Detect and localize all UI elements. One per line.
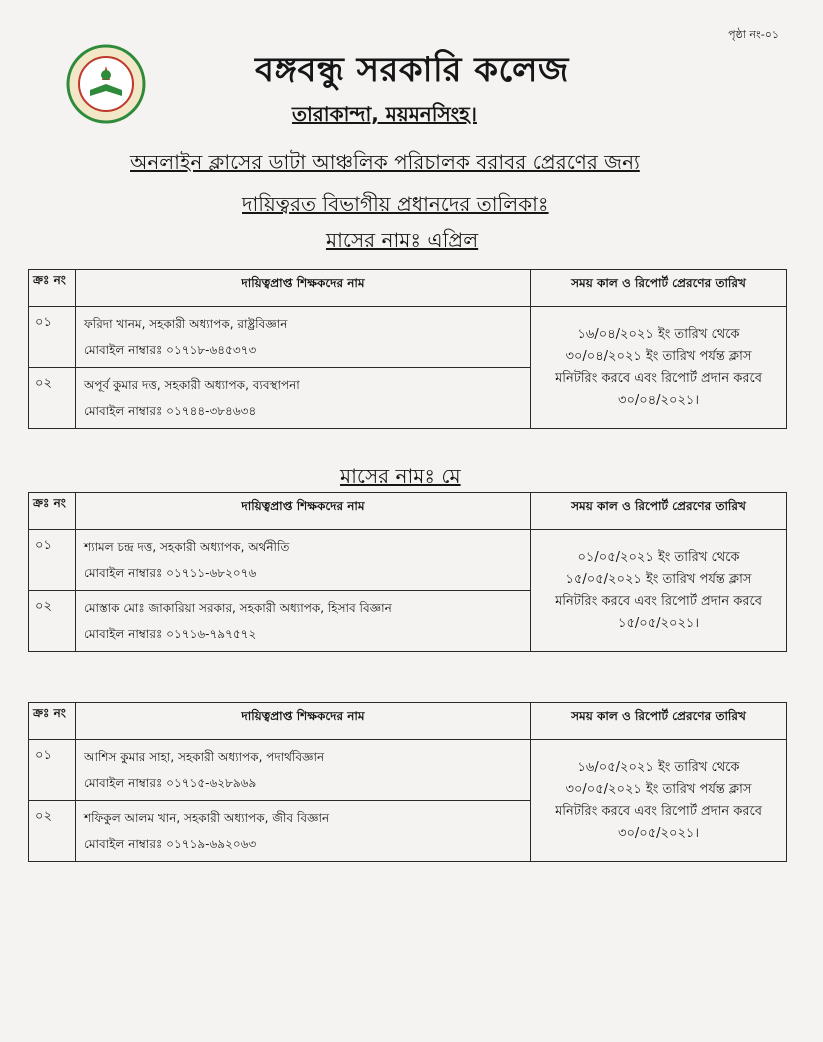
page-number: পৃষ্ঠা নং-০১ — [728, 28, 779, 41]
schedule-line: ৩০/০৫/২০২১ ইং তারিখ পর্যন্ত ক্লাস — [565, 781, 752, 797]
month-title-april: মাসের নামঃ এপ্রিল — [326, 228, 479, 252]
teacher-name: ফরিদা খানম, সহকারী অধ্যাপক, রাষ্ট্রবিজ্ঞান — [84, 317, 288, 331]
column-header-name: দায়িত্বপ্রাপ্ত শিক্ষকদের নাম — [76, 493, 531, 530]
college-address: তারাকান্দা, ময়মনসিংহ। — [292, 102, 477, 126]
schedule-line: ১৫/০৫/২০২১। — [618, 615, 699, 631]
teacher-name: আশিস কুমার সাহা, সহকারী অধ্যাপক, পদার্থবিজ্ঞান — [84, 750, 325, 764]
schedule-cell — [531, 530, 787, 652]
subject-line: অনলাইন ক্লাসের ডাটা আঞ্চলিক পরিচালক বরাবর প্রেরণের জন্য — [130, 150, 640, 174]
teacher-mobile: মোবাইল নাম্বারঃ ০১৭১৮-৬৪৫৩৭৩ — [84, 343, 257, 357]
teacher-name: অপূর্ব কুমার দত্ত, সহকারী অধ্যাপক, ব্যবস্থাপনা — [84, 378, 300, 392]
column-header-sn: ক্রঃ নং — [29, 493, 76, 530]
row-sn: ০২ — [29, 801, 76, 862]
teacher-mobile: মোবাইল নাম্বারঃ ০১৭৪৪-৩৮৪৬৩৪ — [84, 404, 257, 418]
teacher-name: শ্যামল চন্দ্র দত্ত, সহকারী অধ্যাপক, অর্থনীতি — [84, 540, 290, 554]
duty-table-may — [28, 492, 787, 652]
duty-table-april — [28, 269, 787, 429]
schedule-line: মনিটরিং করবে এবং রিপোর্ট প্রদান করবে — [555, 370, 762, 386]
teacher-name: শফিকুল আলম খান, সহকারী অধ্যাপক, জীব বিজ্ঞান — [84, 811, 330, 825]
row-sn: ০১ — [29, 740, 76, 801]
column-header-date: সময় কাল ও রিপোর্ট প্রেরণের তারিখ — [531, 270, 787, 307]
teacher-cell — [76, 368, 531, 429]
teacher-mobile: মোবাইল নাম্বারঃ ০১৭১১-৬৮২০৭৬ — [84, 566, 257, 580]
row-sn: ০২ — [29, 368, 76, 429]
column-header-sn: ক্রঃ নং — [29, 270, 76, 307]
teacher-cell — [76, 530, 531, 591]
month-title-may: মাসের নামঃ মে — [340, 464, 461, 488]
schedule-line: ৩০/০৫/২০২১। — [618, 825, 699, 841]
teacher-mobile: মোবাইল নাম্বারঃ ০১৭১৬-৭৯৭৫৭২ — [84, 627, 257, 641]
teacher-cell — [76, 801, 531, 862]
schedule-line: মনিটরিং করবে এবং রিপোর্ট প্রদান করবে — [555, 593, 762, 609]
schedule-cell — [531, 307, 787, 429]
college-name: বঙ্গবন্ধু সরকারি কলেজ — [255, 50, 569, 90]
schedule-line: ১৬/০৪/২০২১ ইং তারিখ থেকে — [577, 326, 740, 342]
row-sn: ০২ — [29, 591, 76, 652]
schedule-line: ১৬/০৫/২০২১ ইং তারিখ থেকে — [577, 759, 740, 775]
teacher-name: মোস্তাক মোঃ জাকারিয়া সরকার, সহকারী অধ্যাপক, হিসাব বিজ্ঞান — [84, 601, 392, 615]
column-header-name: দায়িত্বপ্রাপ্ত শিক্ষকদের নাম — [76, 270, 531, 307]
teacher-cell — [76, 740, 531, 801]
teacher-cell — [76, 591, 531, 652]
column-header-sn: ক্রঃ নং — [29, 703, 76, 740]
teacher-mobile: মোবাইল নাম্বারঃ ০১৭১৫-৬২৮৯৬৯ — [84, 776, 257, 790]
column-header-date: সময় কাল ও রিপোর্ট প্রেরণের তারিখ — [531, 703, 787, 740]
schedule-line: ৩০/০৪/২০২১ ইং তারিখ পর্যন্ত ক্লাস — [565, 348, 752, 364]
list-heading: দায়িত্বরত বিভাগীয় প্রধানদের তালিকাঃ — [242, 192, 549, 216]
schedule-line: ৩০/০৪/২০২১। — [618, 392, 699, 408]
table-row — [29, 530, 787, 591]
column-header-date: সময় কাল ও রিপোর্ট প্রেরণের তারিখ — [531, 493, 787, 530]
schedule-line: ০১/০৫/২০২১ ইং তারিখ থেকে — [577, 549, 740, 565]
column-header-name: দায়িত্বপ্রাপ্ত শিক্ষকদের নাম — [76, 703, 531, 740]
row-sn: ০১ — [29, 530, 76, 591]
schedule-line: মনিটরিং করবে এবং রিপোর্ট প্রদান করবে — [555, 803, 762, 819]
schedule-line: ১৫/০৫/২০২১ ইং তারিখ পর্যন্ত ক্লাস — [565, 571, 752, 587]
teacher-cell — [76, 307, 531, 368]
table-row — [29, 307, 787, 368]
schedule-cell — [531, 740, 787, 862]
table-row — [29, 740, 787, 801]
teacher-mobile: মোবাইল নাম্বারঃ ০১৭১৯-৬৯২০৬৩ — [84, 837, 257, 851]
row-sn: ০১ — [29, 307, 76, 368]
duty-table-may-second-half — [28, 702, 787, 862]
college-seal-logo — [66, 44, 146, 124]
